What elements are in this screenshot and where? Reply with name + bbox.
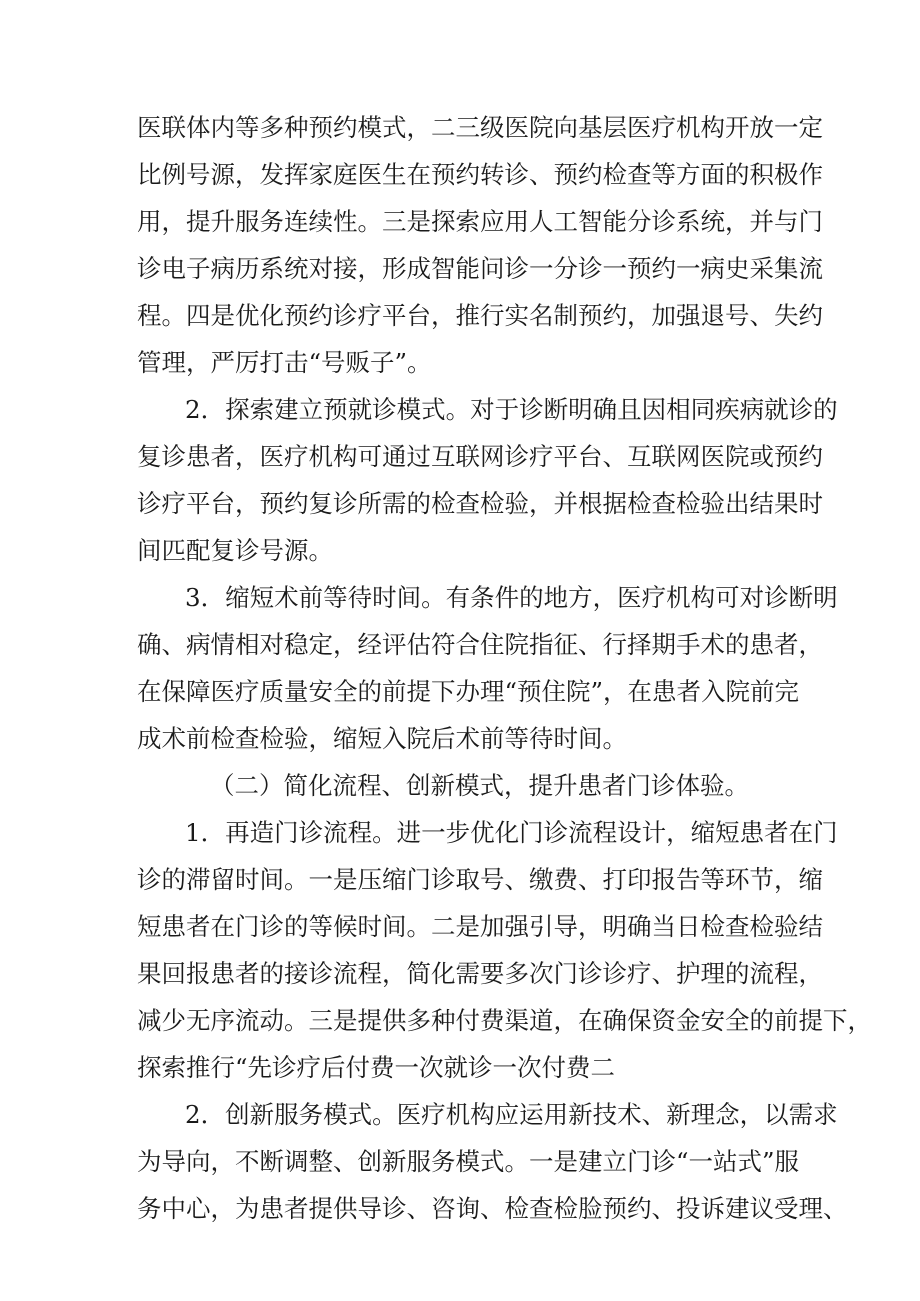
text-line: 间匹配复诊号源。 bbox=[137, 536, 333, 565]
section-heading: （二）简化流程、创新模式，提升患者门诊体验。 bbox=[210, 771, 749, 800]
text-line: 在保障医疗质量安全的前提下办理“预住院”，在患者入院前完 bbox=[137, 677, 800, 706]
paragraph-first-line: 3．缩短术前等待时间。有条件的地方，医疗机构可对诊断明 bbox=[185, 583, 838, 612]
text-line: 比例号源，发挥家庭医生在预约转诊、预约检查等方面的积极作 bbox=[137, 160, 823, 189]
text-line: 为导向，不断调整、创新服务模式。一是建立门诊“一站式”服 bbox=[137, 1147, 800, 1176]
text-line: 用，提升服务连续性。三是探索应用人工智能分诊系统，并与门 bbox=[137, 207, 823, 236]
text-line: 短患者在门诊的等候时间。二是加强引导，明确当日检查检验结 bbox=[137, 912, 823, 941]
text-line: 务中心，为患者提供导诊、咨询、检查检脸预约、投诉建议受理、 bbox=[137, 1194, 848, 1223]
text-line: 管理，严厉打击“号贩子”。 bbox=[137, 348, 432, 377]
paragraph-first-line: 2．探索建立预就诊模式。对于诊断明确且因相同疾病就诊的 bbox=[185, 395, 838, 424]
paragraph-first-line: 1．再造门诊流程。进一步优化门诊流程设计，缩短患者在门 bbox=[185, 818, 838, 847]
text-line: 成术前检查检验，缩短入院后术前等待时间。 bbox=[137, 724, 627, 753]
text-line: 果回报患者的接诊流程，简化需要多次门诊诊疗、护理的流程， bbox=[137, 959, 823, 988]
paragraph-first-line: 2．创新服务模式。医疗机构应运用新技术、新理念，以需求 bbox=[185, 1100, 838, 1129]
text-line: 复诊患者，医疗机构可通过互联网诊疗平台、互联网医院或预约 bbox=[137, 442, 823, 471]
text-line: 确、病情相对稳定，经评估符合住院指征、行择期手术的患者， bbox=[137, 630, 823, 659]
text-line: 诊电子病历系统对接，形成智能问诊一分诊一预约一病史采集流 bbox=[137, 254, 823, 283]
text-line: 诊疗平台，预约复诊所需的检查检验，并根据检查检验出结果时 bbox=[137, 489, 823, 518]
text-line: 诊的滞留时间。一是压缩门诊取号、缴费、打印报告等环节，缩 bbox=[137, 865, 823, 894]
text-line: 探索推行“先诊疗后付费一次就诊一次付费二 bbox=[137, 1053, 616, 1082]
text-line: 减少无序流动。三是提供多种付费渠道，在确保资金安全的前提下， bbox=[137, 1006, 872, 1035]
text-line: 医联体内等多种预约模式，二三级医院向基层医疗机构开放一定 bbox=[137, 113, 823, 142]
text-line: 程。四是优化预约诊疗平台，推行实名制预约，加强退号、失约 bbox=[137, 301, 823, 330]
